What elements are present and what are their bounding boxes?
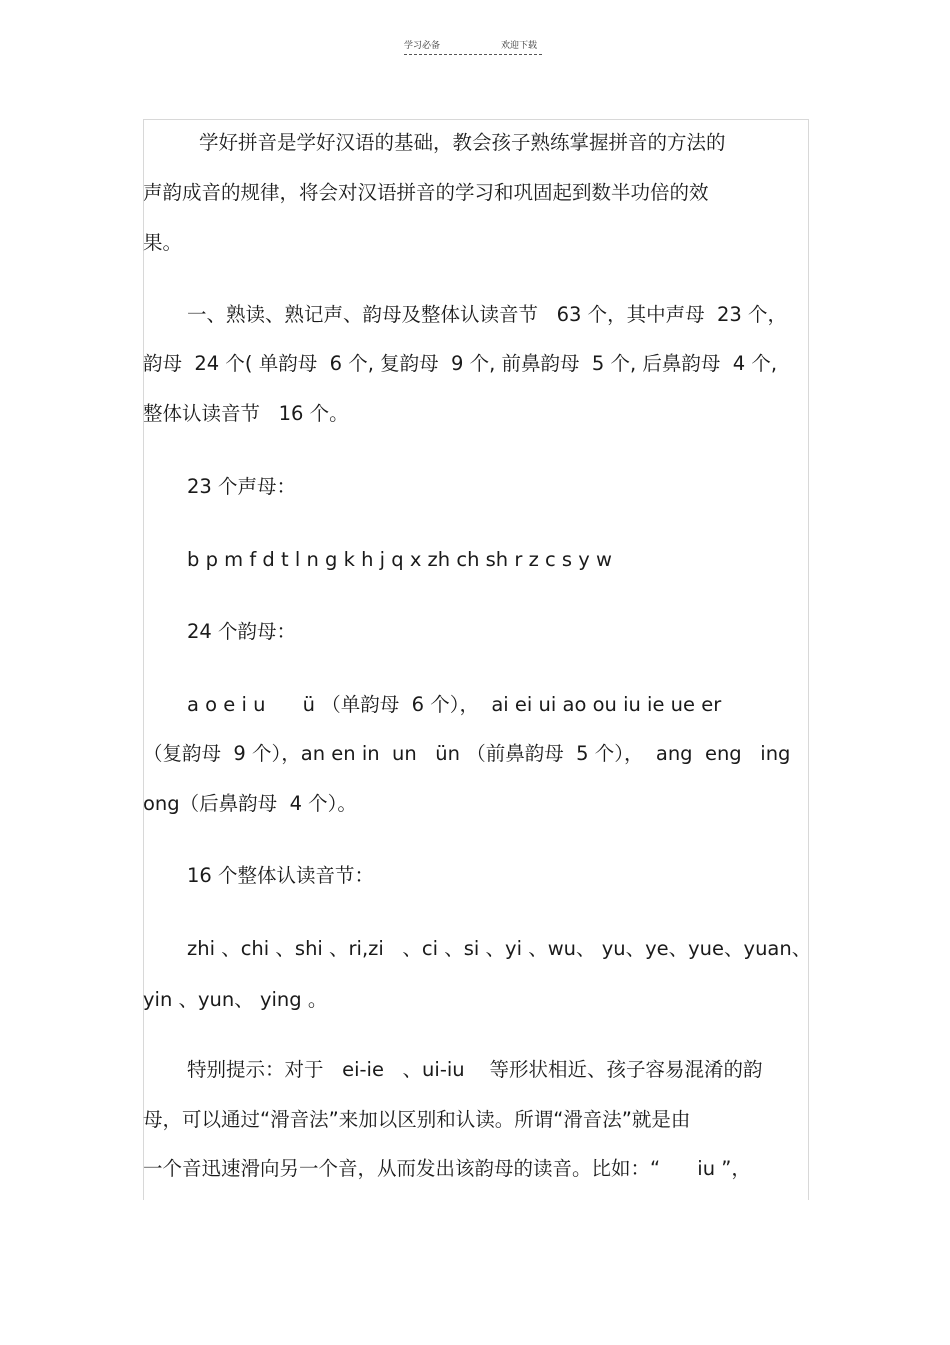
section-heading: 23 个声母： [187, 475, 297, 498]
paragraph-line: 一、熟读、熟记声、韵母及整体认读音节 63 个，其中声母 23 个， [187, 303, 788, 326]
paragraph-line: 果。 [143, 231, 183, 254]
paragraph-line: 母，可以通过“滑音法”来加以区别和认读。所谓“滑音法”就是由 [143, 1108, 691, 1131]
paragraph-line: ong（后鼻韵母 4 个）。 [143, 792, 357, 815]
paragraph-line: 韵母 24 个( 单韵母 6 个, 复韵母 9 个, 前鼻韵母 5 个, 后鼻韵母 4 个, [143, 352, 778, 375]
header-left-text: 学习必备 [404, 41, 441, 51]
paragraph-line: yin 、yun、 ying 。 [143, 988, 328, 1011]
paragraph-line: zhi 、chi 、shi 、ri,zi 、ci 、si 、yi 、wu、 yu、ye、yue、yuan、 [187, 937, 812, 960]
paragraph-line: b p m f d t l n g k h j q x zh ch sh r z c s y w [187, 548, 612, 571]
paragraph-line: 学好拼音是学好汉语的基础，教会孩子熟练掌握拼音的方法的 [199, 131, 726, 154]
section-heading: 24 个韵母： [187, 620, 297, 643]
paragraph-line: （复韵母 9 个），an en in un ün （前鼻韵母 5 个）， ang eng ing [143, 742, 791, 765]
header-right-text: 欢迎下载 [501, 41, 538, 51]
header-dashed-rule [404, 54, 542, 55]
paragraph-line: 整体认读音节 16 个。 [143, 402, 349, 425]
section-heading: 16 个整体认读音节： [187, 864, 375, 887]
paragraph-line: 特别提示：对于 ei-ie 、ui-iu 等形状相近、孩子容易混淆的韵 [187, 1058, 763, 1081]
content-frame [143, 119, 812, 1200]
paragraph-line: a o e i u ü （单韵母 6 个）， ai ei ui ao ou iu ie ue er [187, 693, 722, 716]
paragraph-line: 一个音迅速滑向另一个音，从而发出该韵母的读音。比如：“ iu ”， [143, 1157, 751, 1180]
paragraph-line: 声韵成音的规律，将会对汉语拼音的学习和巩固起到数半功倍的效 [143, 181, 709, 204]
